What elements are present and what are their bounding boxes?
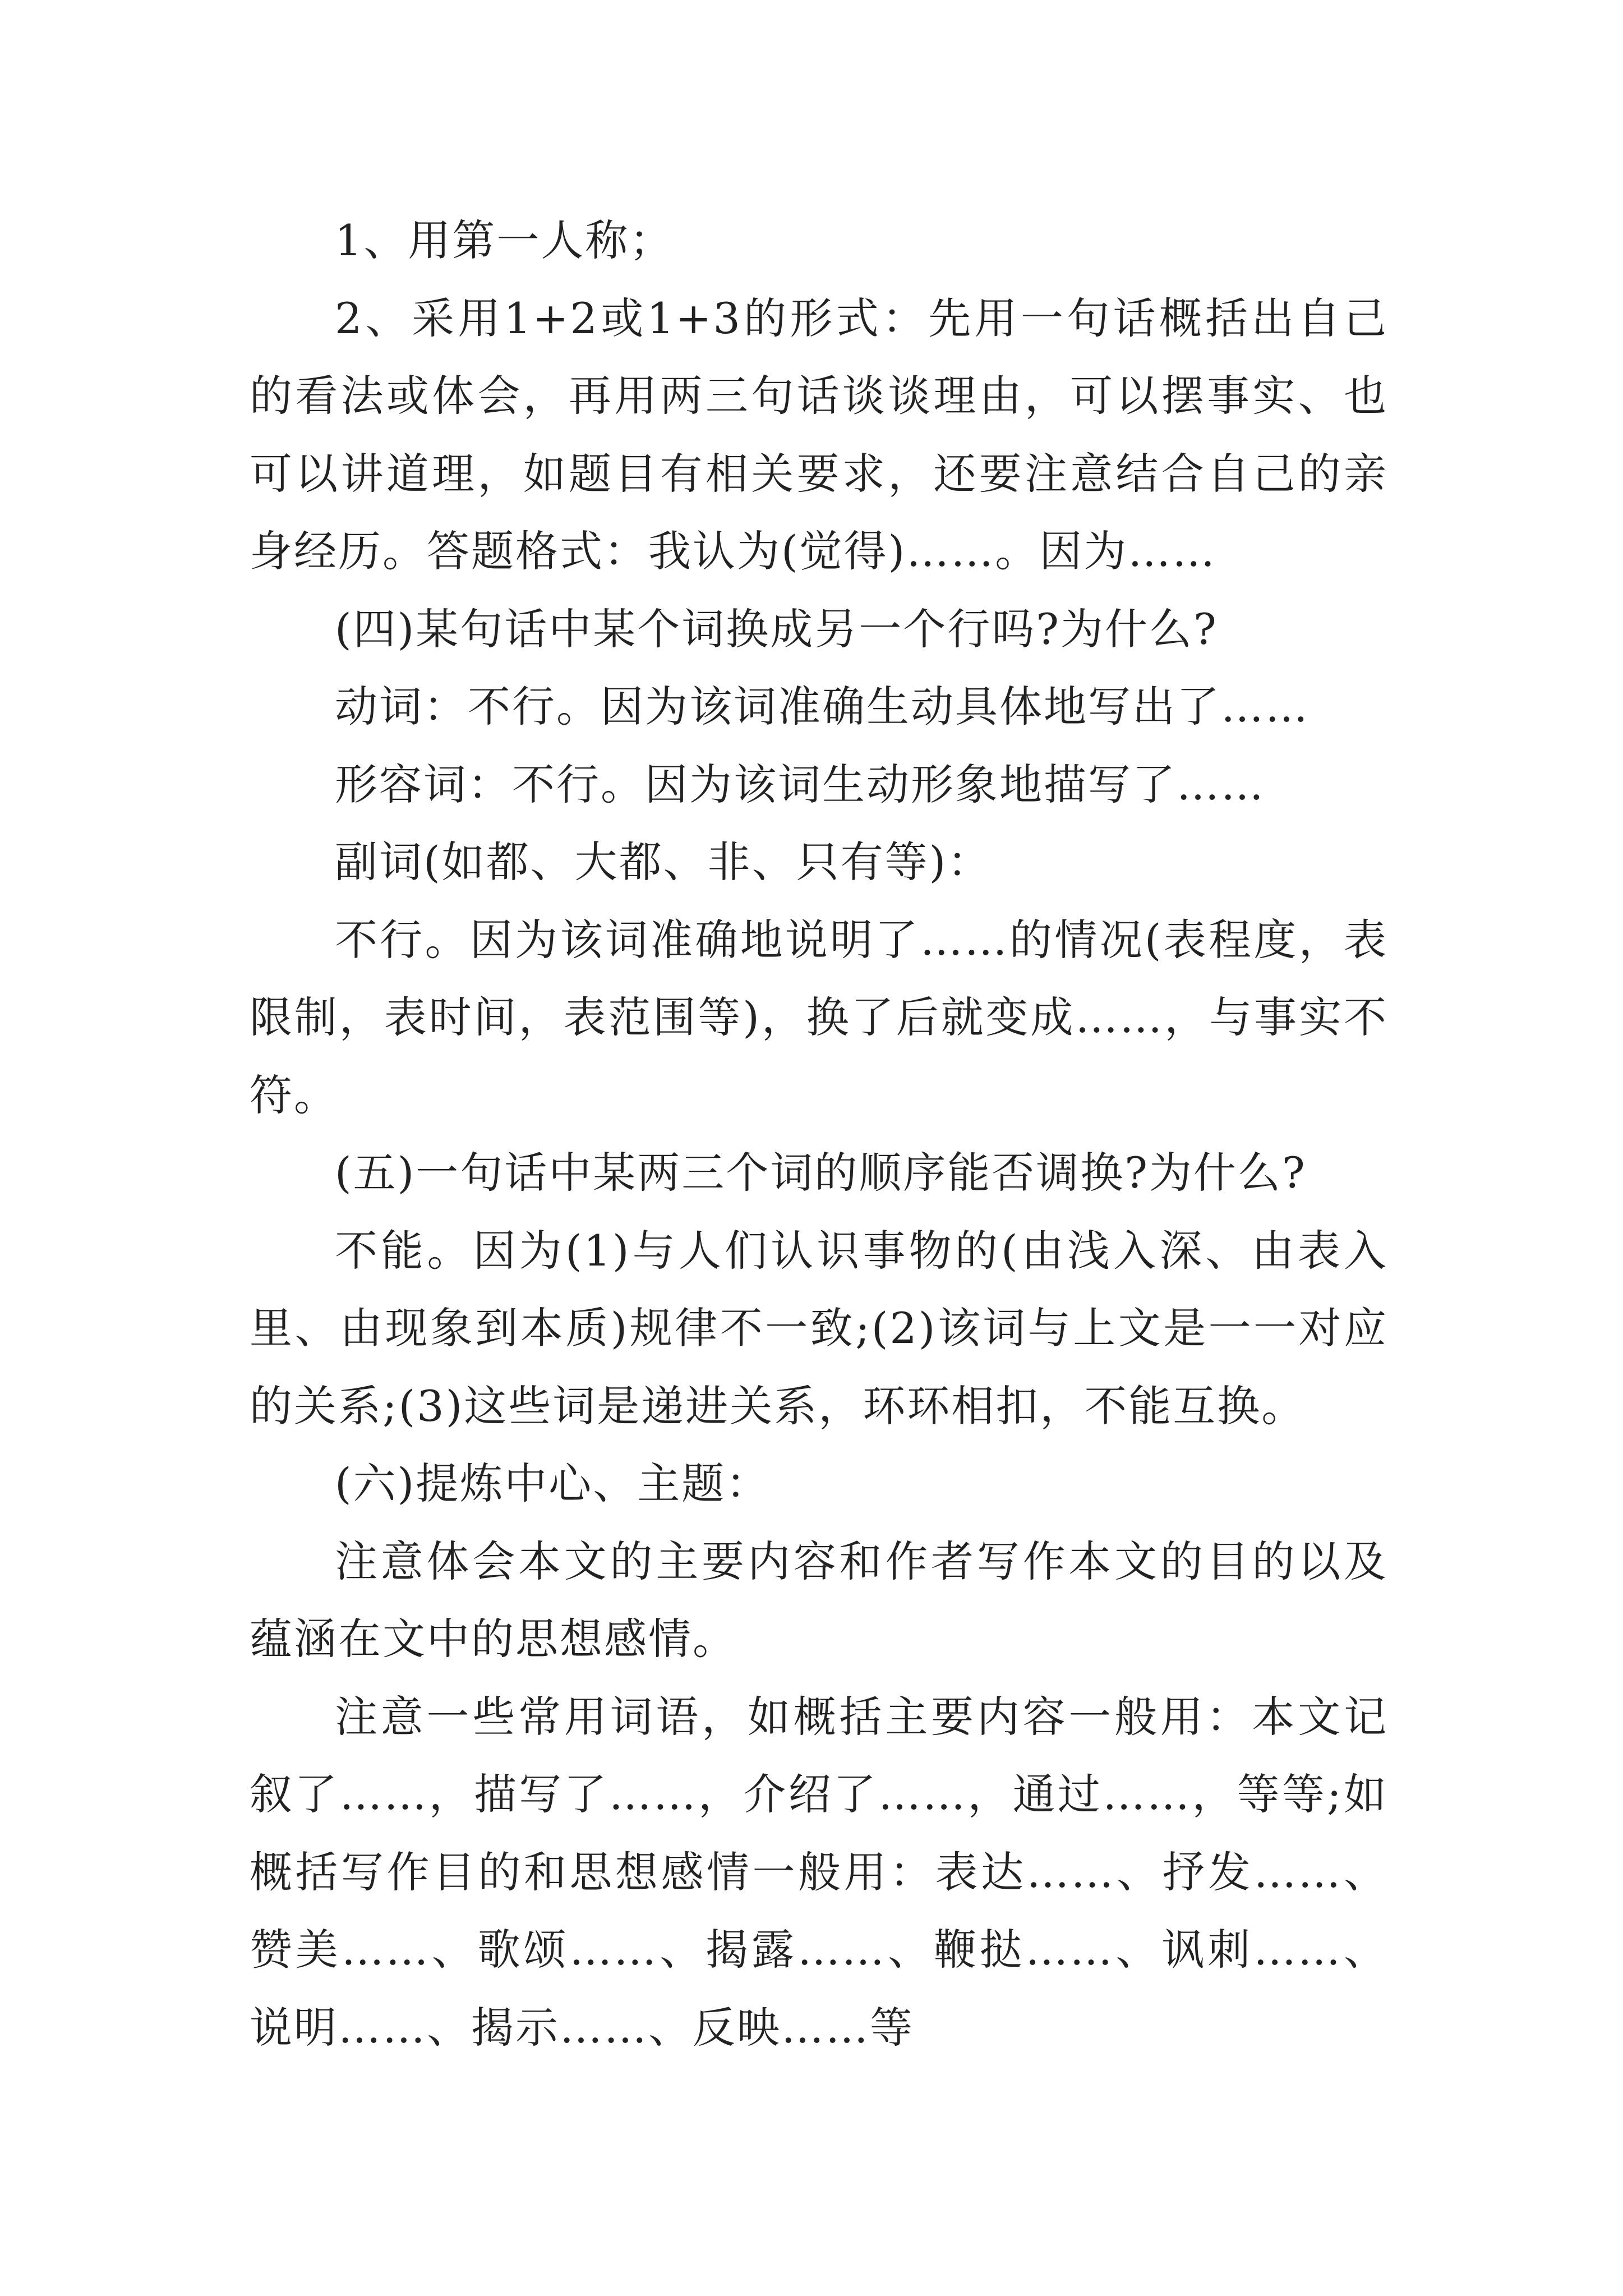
paragraph-6: 副词(如都、大都、非、只有等)： <box>335 837 992 887</box>
paragraph-5: 形容词：不行。因为该词生动形象地描写了…… <box>335 759 1265 809</box>
paragraph-4: 动词：不行。因为该词准确生动具体地写出了…… <box>335 682 1310 731</box>
paragraph-3: (四)某句话中某个词换成另一个行吗?为什么? <box>335 604 1218 654</box>
paragraph-2: 2、采用1+2或1+3的形式：先用一句话概括出自己的看法或体会，再用两三句话谈谈理由，可以摆事实、也可以讲道理，如题目有相关要求，还要注意结合自己的亲身经历。答题格式：我认为(觉得)……。因为…… <box>250 293 1388 576</box>
paragraph-1: 1、用第一人称； <box>335 215 674 265</box>
paragraph-10: (六)提炼中心、主题： <box>335 1458 771 1508</box>
paragraph-9: 不能。因为(1)与人们认识事物的(由浅入深、由表入里、由现象到本质)规律不一致;(2)该词与上文是一一对应的关系;(3)这些词是递进关系，环环相扣，不能互换。 <box>250 1225 1388 1431</box>
paragraph-7: 不行。因为该词准确地说明了……的情况(表程度，表限制，表时间，表范围等)，换了后就变成……，与事实不符。 <box>250 914 1388 1120</box>
paragraph-12: 注意一些常用词语，如概括主要内容一般用：本文记叙了……，描写了……，介绍了……，通过……，等等;如概括写作目的和思想感情一般用：表达……、抒发……、赞美……、歌颂……、揭露……、鞭挞……、讽刺……、说明……、揭示……、反映……等 <box>250 1691 1388 2053</box>
document-body <box>250 202 1388 2067</box>
paragraph-11: 注意体会本文的主要内容和作者写作本文的目的以及蕴涵在文中的思想感情。 <box>250 1536 1388 1664</box>
paragraph-8: (五)一句话中某两三个词的顺序能否调换?为什么? <box>335 1148 1307 1198</box>
